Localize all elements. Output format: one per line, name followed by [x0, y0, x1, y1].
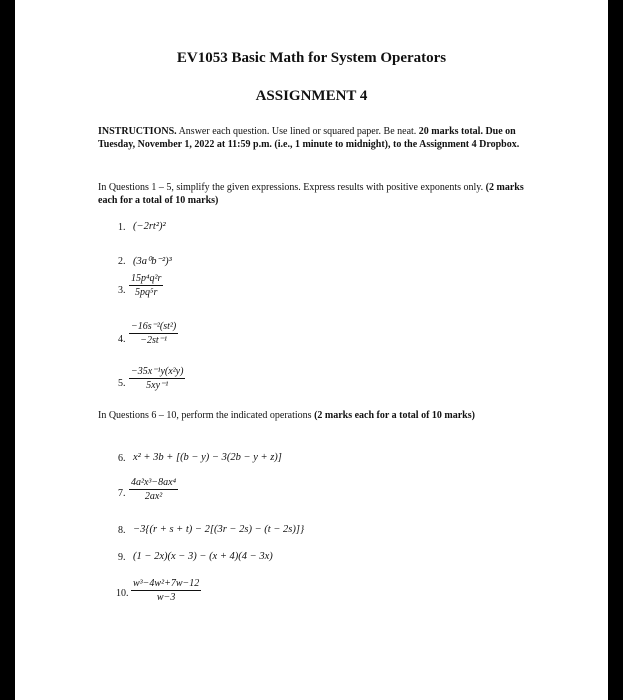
- question-expression: (3a⁰b⁻²)³: [133, 256, 172, 267]
- question-number: 10.: [116, 588, 129, 599]
- fraction-denominator: 2ax²: [144, 491, 163, 502]
- question-number: 1.: [118, 222, 126, 233]
- question-number: 2.: [118, 256, 126, 267]
- assignment-title: ASSIGNMENT 4: [255, 88, 368, 104]
- fraction-denominator: 5pq⁵r: [135, 287, 158, 298]
- fraction-numerator: −16s⁻²(st²): [131, 321, 177, 332]
- question-fraction: [129, 273, 163, 298]
- fraction-denominator: w−3: [156, 592, 176, 603]
- question-expression: (−2rt²)²: [133, 221, 166, 232]
- question-fraction: [129, 321, 178, 346]
- section1-marks: (2 marks each for a total of 10 marks): [98, 182, 524, 206]
- question-number: 5.: [118, 378, 126, 389]
- fraction-denominator: 5xy⁻¹: [146, 380, 169, 391]
- course-title: EV1053 Basic Math for System Operators: [176, 50, 447, 66]
- fraction-denominator: −2st⁻¹: [140, 335, 167, 346]
- instructions-label: INSTRUCTIONS.: [98, 126, 177, 137]
- fraction-numerator: 15p⁴q²r: [131, 273, 162, 284]
- section2-intro-text: In Questions 6 – 10, perform the indicated operations: [98, 410, 315, 421]
- section2-intro: [98, 409, 528, 422]
- question-number: 3.: [118, 285, 126, 296]
- question-number: 7.: [118, 488, 126, 499]
- question-fraction: [129, 366, 185, 391]
- question-fraction: [131, 578, 201, 603]
- instructions-paragraph: [98, 125, 528, 151]
- question-number: 6.: [118, 453, 126, 464]
- question-fraction: [129, 477, 178, 502]
- question-expression: −3{(r + s + t) − 2[(3r − 2s) − (t − 2s)]}: [133, 524, 305, 535]
- question-expression: x² + 3b + [(b − y) − 3(2b − y + z)]: [133, 452, 282, 463]
- question-number: 4.: [118, 334, 126, 345]
- question-expression: (1 − 2x)(x − 3) − (x + 4)(4 − 3x): [133, 551, 273, 562]
- section1-intro: [98, 181, 528, 207]
- instructions-marks: 20 marks total. Due on Tuesday, November 1, 2022 at 11:59 p.m. (i.e., 1 minute to midnight), to the Assignment 4 Dropbox.: [98, 126, 520, 150]
- instructions-text: Answer each question. Use lined or squared paper. Be neat.: [176, 126, 419, 137]
- section2-marks: (2 marks each for a total of 10 marks): [314, 410, 475, 421]
- question-number: 8.: [118, 525, 126, 536]
- question-number: 9.: [118, 552, 126, 563]
- fraction-numerator: 4a²x³−8ax⁴: [131, 477, 177, 488]
- document-page: [15, 0, 608, 700]
- section1-intro-text: In Questions 1 – 5, simplify the given expressions. Express results with positive exponents only.: [98, 182, 486, 193]
- fraction-numerator: w³−4w²+7w−12: [133, 578, 200, 589]
- fraction-numerator: −35x⁻¹y(x²y): [131, 366, 184, 377]
